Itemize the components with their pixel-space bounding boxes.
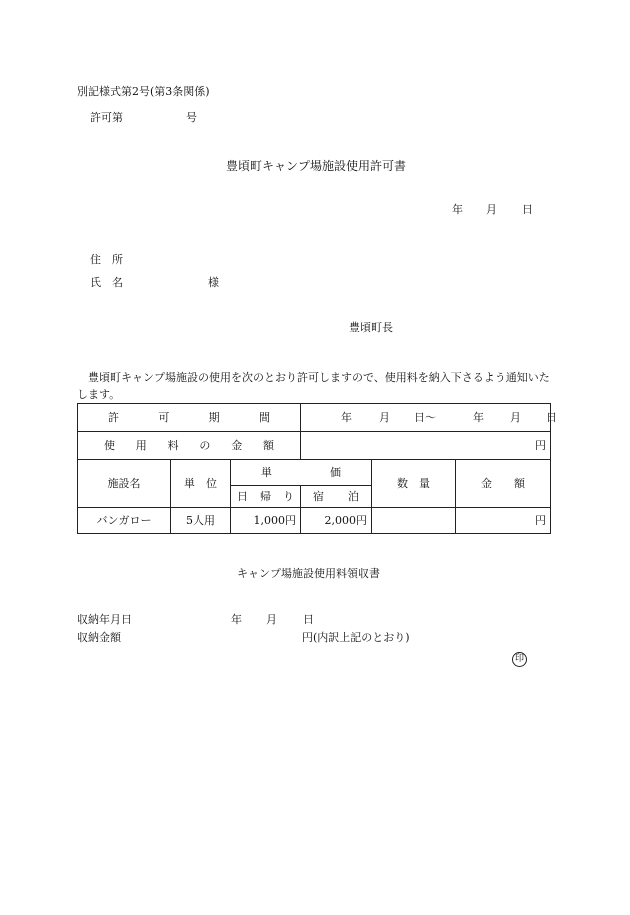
permit-period-row <box>78 404 551 432</box>
table-row <box>78 508 551 534</box>
receipt-month-label: 月 <box>266 613 277 626</box>
permit-number-prefix: 許可第 <box>90 111 123 124</box>
notice-body-text: 豊頃町キャンプ場施設の使用を次のとおり許可しますので、使用料を納入下さるよう通知いたします。 <box>77 371 550 401</box>
usage-fee-row <box>78 432 551 460</box>
facility-cell: バンガロー <box>78 508 171 534</box>
overnight-price-cell: 2,000円 <box>301 508 372 534</box>
quantity-cell <box>372 508 456 534</box>
facility-header: 施設名 <box>78 460 171 508</box>
receipt-day-label: 日 <box>303 613 314 626</box>
receipt-amount-label: 収納金額 <box>77 631 121 644</box>
receipt-title: キャンプ場施設使用料領収書 <box>237 567 380 580</box>
unit-header: 単 位 <box>171 460 231 508</box>
seal-icon: 印 <box>512 652 527 667</box>
quantity-header: 数 量 <box>372 460 456 508</box>
name-label: 氏 名 <box>90 276 123 289</box>
amount-cell: 円 <box>456 508 551 534</box>
day-trip-price-cell: 1,000円 <box>231 508 301 534</box>
unit-price-header: 単 価 <box>231 460 372 486</box>
receipt-amount-suffix: 円(内訳上記のとおり) <box>302 631 410 644</box>
amount-header: 金 額 <box>456 460 551 508</box>
unit-cell: 5人用 <box>171 508 231 534</box>
honorific-label: 様 <box>208 276 219 289</box>
issuer-title: 豊頃町長 <box>349 321 393 334</box>
usage-fee-label: 使 用 料 の 金 額 <box>78 432 301 460</box>
address-label: 住 所 <box>90 253 123 266</box>
usage-fee-value: 円 <box>301 432 551 460</box>
document-title: 豊頃町キャンプ場施設使用許可書 <box>226 159 407 173</box>
receipt-date-label: 収納年月日 <box>77 613 132 626</box>
header-row-upper <box>78 460 551 486</box>
permit-number-suffix: 号 <box>186 111 197 124</box>
issue-day-label: 日 <box>522 203 533 216</box>
issue-year-label: 年 <box>452 203 463 216</box>
issue-month-label: 月 <box>486 203 497 216</box>
receipt-year-label: 年 <box>231 613 242 626</box>
day-trip-header: 日 帰 り <box>231 486 301 508</box>
permit-details-table <box>77 403 557 534</box>
overnight-header: 宿 泊 <box>301 486 372 508</box>
form-reference: 別記様式第2号(第3条関係) <box>77 85 210 98</box>
permit-period-value: 年 月 日～ 年 月 日 <box>301 404 551 432</box>
permit-period-label: 許 可 期 間 <box>78 404 301 432</box>
